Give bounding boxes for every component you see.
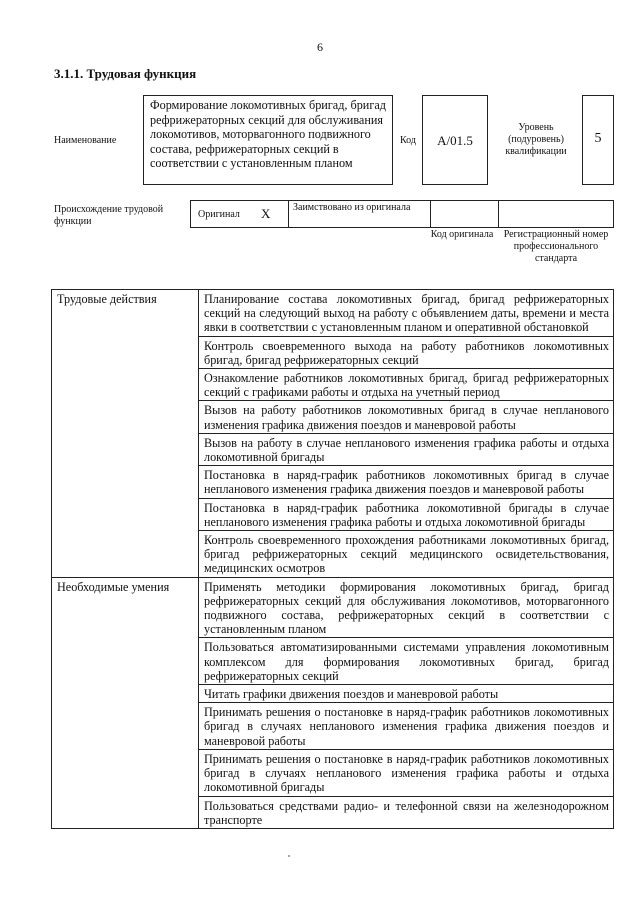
function-table bbox=[51, 289, 614, 829]
borrowed-label: Заимствовано из оригинала bbox=[293, 202, 411, 213]
name-label: Наименование bbox=[54, 135, 117, 146]
list-item: Постановка в наряд-график работника локомотивной бригады в случае непланового изменения графика работы и отдыха локомотивной бригады bbox=[199, 498, 614, 530]
table-row bbox=[52, 290, 614, 337]
code-value: A/01.5 bbox=[437, 133, 473, 148]
list-item: Принимать решения о постановке в наряд-график работников локомотивных бригад в случаях непланового изменения графика работы и отдыха локомотивной бригады bbox=[199, 749, 614, 796]
original-mark: X bbox=[261, 206, 271, 221]
labor-actions-label: Трудовые действия bbox=[52, 290, 199, 578]
code-original-caption: Код оригинала bbox=[430, 229, 494, 240]
list-item: Пользоваться автоматизированными системами управления локомотивным комплексом для формирования локомотивных бригад, бригад рефрижераторных секций bbox=[199, 638, 614, 685]
page-number: 6 bbox=[317, 40, 323, 54]
level-value: 5 bbox=[594, 131, 602, 146]
list-item: Контроль своевременного прохождения работниками локомотивных бригад, бригад рефрижераторных секций медицинского освидетельствования, медицинских осмотров bbox=[199, 531, 614, 578]
list-item: Применять методики формирования локомотивных бригад, бригад рефрижераторных секций для обслуживания локомотивов, моторвагонного подвижного состава, рефрижераторных секций в соответствии с установленным планом bbox=[199, 577, 614, 638]
original-label: Оригинал bbox=[198, 209, 240, 220]
table-row bbox=[52, 577, 614, 638]
level-label: Уровень (подуровень) квалификации bbox=[505, 122, 567, 157]
skills-label: Необходимые умения bbox=[52, 577, 199, 828]
list-item: Постановка в наряд-график работников локомотивных бригад в случае непланового изменения графика движения поездов и маневровой работы bbox=[199, 466, 614, 498]
list-item: Вызов на работу в случае непланового изменения графика работы и отдыха локомотивной бригады bbox=[199, 433, 614, 465]
section-title: 3.1.1. Трудовая функция bbox=[54, 66, 197, 81]
function-name-box: Формирование локомотивных бригад, бригад рефрижераторных секций для обслуживания локомотивов, моторвагонного подвижного состава, рефрижераторных секций в соответствии с установленным планом bbox=[143, 95, 393, 185]
origin-label: Происхождение трудовой функции bbox=[54, 204, 164, 227]
list-item: Принимать решения о постановке в наряд-график работников локомотивных бригад в случаях непланового изменения графика движения поездов и маневровой работы bbox=[199, 703, 614, 750]
list-item: Пользоваться средствами радио- и телефонной связи на железнодорожном транспорте bbox=[199, 796, 614, 828]
list-item: Контроль своевременного выхода на работу работников локомотивных бригад, бригад рефрижераторных секций bbox=[199, 336, 614, 368]
scan-dot bbox=[288, 855, 290, 857]
code-label: Код bbox=[400, 135, 416, 146]
list-item: Вызов на работу работников локомотивных бригад в случае непланового изменения графика движения поездов и маневровой работы bbox=[199, 401, 614, 433]
list-item: Планирование состава локомотивных бригад, бригад рефрижераторных секций на следующий выход на работу с объявлением даты, времени и места явки в соответствии с установленным планом и оперативной обстановкой bbox=[199, 290, 614, 337]
list-item: Ознакомление работников локомотивных бригад, бригад рефрижераторных секций с графиками работы и отдыха на учетный период bbox=[199, 369, 614, 401]
list-item: Читать графики движения поездов и маневровой работы bbox=[199, 685, 614, 703]
reg-number-caption: Регистрационный номер профессионального стандарта bbox=[503, 229, 609, 264]
